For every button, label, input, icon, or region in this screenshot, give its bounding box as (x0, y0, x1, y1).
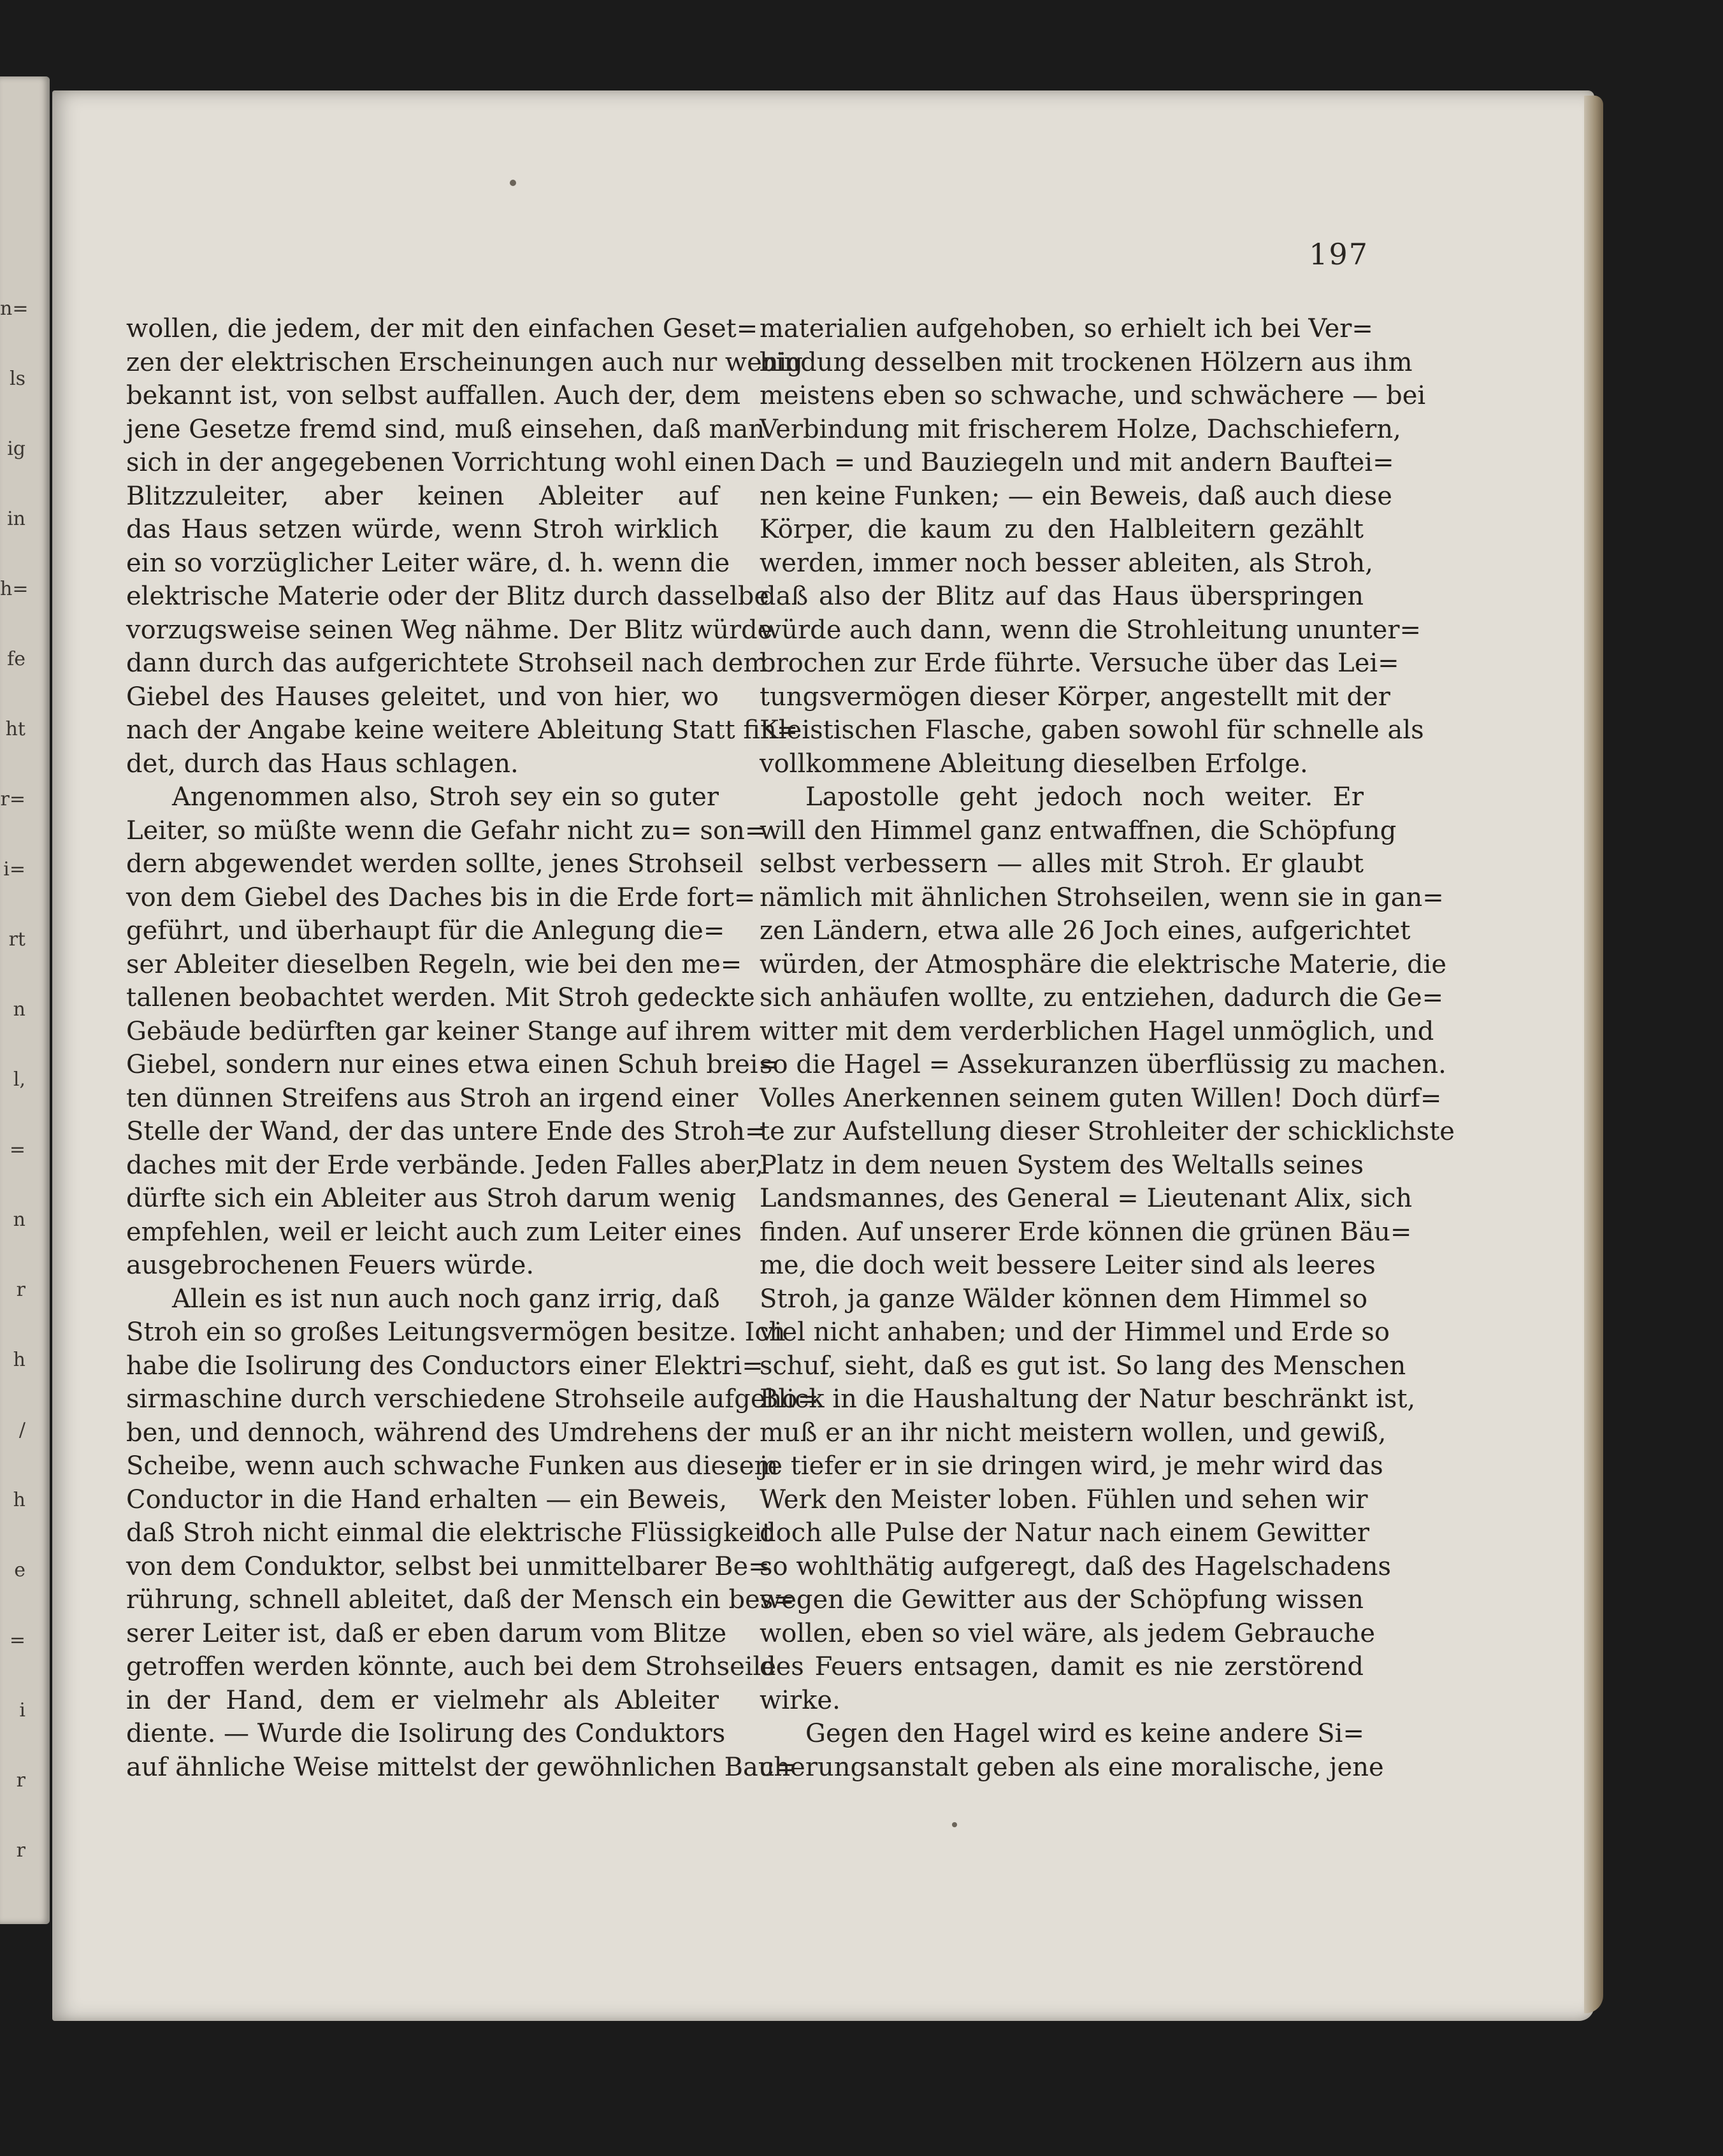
text-line: nämlich mit ähnlichen Strohseilen, wenn sie in gan= (760, 882, 1444, 912)
text-line: wegen die Gewitter aus der Schöpfung wissen (760, 1585, 1364, 1614)
text-line: Blitzzuleiter, aber keinen Ableiter auf (126, 481, 719, 511)
text-line: wollen, eben so viel wäre, als jedem Gebrauche (760, 1618, 1376, 1648)
text-line: Gebäude bedürften gar keiner Stange auf ihrem (126, 1016, 751, 1046)
text-line: dürfte sich ein Ableiter aus Stroh darum wenig (126, 1184, 737, 1213)
text-line: zen der elektrischen Erscheinungen auch nur wenig (126, 347, 803, 377)
text-line: Gegen den Hagel wird es keine andere Si= (805, 1719, 1364, 1748)
text-line: finden. Auf unserer Erde können die grünen Bäu= (760, 1217, 1412, 1247)
text-line: auf ähnliche Weise mittelst der gewöhnlichen Bau= (126, 1752, 797, 1782)
edge-fragment: ht (5, 718, 25, 740)
text-line: vorzugsweise seinen Weg nähme. Der Blitz würde (126, 615, 773, 645)
text-line: brochen zur Erde führte. Versuche über das Lei= (760, 649, 1399, 678)
text-line: je tiefer er in sie dringen wird, je mehr wird das (760, 1451, 1383, 1481)
edge-fragment: rt (8, 928, 25, 951)
text-line: ausgebrochenen Feuers würde. (126, 1251, 535, 1280)
text-line: vollkommene Ableitung dieselben Erfolge. (760, 749, 1308, 779)
edge-fragment: h= (0, 578, 29, 600)
text-line: Conductor in die Hand erhalten — ein Beweis, (126, 1484, 728, 1514)
text-line: schuf, sieht, daß es gut ist. So lang des Menschen (760, 1351, 1406, 1381)
text-line: Werk den Meister loben. Fühlen und sehen wir (760, 1484, 1368, 1514)
text-line: ben, und dennoch, während des Umdrehens der (126, 1418, 750, 1448)
edge-fragment: l, (13, 1068, 25, 1091)
edge-fragment: h (13, 1489, 25, 1511)
text-line: geführt, und überhaupt für die Anlegung die= (126, 916, 725, 945)
text-line: ten dünnen Streifens aus Stroh an irgend einer (126, 1083, 739, 1113)
text-line: jene Gesetze fremd sind, muß einsehen, daß man (126, 414, 765, 444)
text-line: Blick in die Haushaltung der Natur beschränkt ist, (760, 1384, 1416, 1414)
edge-fragment: n= (0, 298, 29, 320)
text-line: Giebel, sondern nur eines etwa einen Schuh brei= (126, 1050, 780, 1079)
text-line: materialien aufgehoben, so erhielt ich bei Ver= (760, 314, 1373, 343)
text-line: me, die doch weit bessere Leiter sind als leeres (760, 1251, 1376, 1280)
text-line: in der Hand, dem er vielmehr als Ableiter (126, 1685, 719, 1715)
text-line: Landsmannes, des General = Lieutenant Alix, sich (760, 1184, 1413, 1213)
edge-fragment: in (7, 508, 25, 530)
text-line: cherungsanstalt geben als eine moralische, jene (760, 1752, 1384, 1782)
text-line: det, durch das Haus schlagen. (126, 749, 519, 779)
text-line: wirke. (760, 1685, 840, 1715)
edge-fragment: r (16, 1769, 25, 1792)
previous-page-text-fragments (0, 274, 29, 1886)
text-line: diente. — Wurde die Isolirung des Conduktors (126, 1719, 726, 1748)
text-line: Stroh ein so großes Leitungsvermögen besitze. Ich (126, 1318, 786, 1347)
edge-fragment: / (18, 1419, 25, 1441)
paper-spot (510, 180, 516, 186)
edge-fragment: r (16, 1839, 25, 1862)
text-line: daß also der Blitz auf das Haus überspringen (760, 582, 1364, 611)
text-line: von dem Giebel des Daches bis in die Erde fort= (126, 882, 756, 912)
text-line: sirmaschine durch verschiedene Strohseile aufgeho= (126, 1384, 819, 1414)
page-stack-edge (1584, 96, 1603, 2013)
text-line: tallenen beobachtet werden. Mit Stroh gedeckte (126, 983, 755, 1012)
text-line: Volles Anerkennen seinem guten Willen! Doch dürf= (760, 1083, 1442, 1113)
text-line: würden, der Atmosphäre die elektrische Materie, die (760, 949, 1447, 979)
text-line: elektrische Materie oder der Blitz durch dasselbe (126, 582, 770, 611)
text-line: Leiter, so müßte wenn die Gefahr nicht zu= son= (126, 816, 767, 845)
text-line: Verbindung mit frischerem Holze, Dachschiefern, (760, 414, 1401, 444)
text-line: das Haus setzen würde, wenn Stroh wirklich (126, 515, 719, 544)
text-line: bindung desselben mit trockenen Hölzern aus ihm (760, 347, 1413, 377)
edge-fragment: r (16, 1279, 25, 1301)
edge-fragment: e (14, 1559, 25, 1581)
text-line: so wohlthätig aufgeregt, daß des Hagelschadens (760, 1551, 1391, 1581)
page-number: 197 (1309, 237, 1369, 271)
edge-fragment: ig (7, 438, 25, 460)
text-line: serer Leiter ist, daß er eben darum vom Blitze (126, 1618, 727, 1648)
text-line: zen Ländern, etwa alle 26 Joch eines, aufgerichtet (760, 916, 1411, 945)
text-line: rührung, schnell ableitet, daß der Mensch ein bes= (126, 1585, 795, 1614)
text-line: Scheibe, wenn auch schwache Funken aus diesem (126, 1451, 779, 1481)
text-line: meistens eben so schwache, und schwächere — bei (760, 381, 1426, 410)
edge-fragment: i (19, 1699, 25, 1721)
text-line: Giebel des Hauses geleitet, und von hier, wo (126, 682, 719, 712)
text-line: sich in der angegebenen Vorrichtung wohl einen (126, 448, 756, 477)
text-line: Stroh, ja ganze Wälder können dem Himmel so (760, 1284, 1368, 1314)
edge-fragment: i= (3, 858, 25, 880)
text-line: Lapostolle geht jedoch noch weiter. Er (805, 782, 1364, 812)
text-line: getroffen werden könnte, auch bei dem Strohseile (126, 1652, 777, 1681)
edge-fragment: n (13, 1209, 25, 1231)
text-line: des Feuers entsagen, damit es nie zerstörend (760, 1652, 1364, 1681)
text-line: Platz in dem neuen System des Weltalls seines (760, 1150, 1364, 1180)
text-line: Stelle der Wand, der das untere Ende des Stroh= (126, 1117, 767, 1146)
text-line: te zur Aufstellung dieser Strohleiter der schicklichste (760, 1117, 1455, 1146)
text-line: Körper, die kaum zu den Halbleitern gezählt (760, 515, 1364, 544)
text-line: Kleistischen Flasche, gaben sowohl für schnelle als (760, 715, 1424, 745)
text-line: will den Himmel ganz entwaffnen, die Schöpfung (760, 816, 1397, 845)
edge-fragment: = (9, 1139, 25, 1161)
edge-fragment: ls (10, 368, 25, 390)
text-line: von dem Conduktor, selbst bei unmittelbarer Be= (126, 1551, 770, 1581)
edge-fragment: r= (0, 788, 25, 810)
text-line: ein so vorzüglicher Leiter wäre, d. h. wenn die (126, 548, 730, 578)
text-line: werden, immer noch besser ableiten, als Stroh, (760, 548, 1373, 578)
text-line: bekannt ist, von selbst auffallen. Auch der, dem (126, 381, 741, 410)
text-line: doch alle Pulse der Natur nach einem Gewitter (760, 1518, 1370, 1548)
text-line: nen keine Funken; — ein Beweis, daß auch diese (760, 481, 1392, 511)
text-line: viel nicht anhaben; und der Himmel und Erde so (760, 1318, 1390, 1347)
text-line: dann durch das aufgerichtete Strohseil nach dem (126, 649, 768, 678)
text-line: so die Hagel = Assekuranzen überflüssig zu machen. (760, 1050, 1446, 1079)
text-line: muß er an ihr nicht meistern wollen, und gewiß, (760, 1418, 1387, 1448)
edge-fragment: fe (7, 648, 25, 670)
text-line: daß Stroh nicht einmal die elektrische Flüssigkeit (126, 1518, 772, 1548)
text-line: ser Ableiter dieselben Regeln, wie bei den me= (126, 949, 742, 979)
edge-fragment: = (9, 1629, 25, 1651)
text-line: habe die Isolirung des Conductors einer Elektri= (126, 1351, 763, 1381)
edge-fragment: h (13, 1349, 25, 1371)
text-line: witter mit dem verderblichen Hagel unmöglich, und (760, 1016, 1434, 1046)
text-line: Angenommen also, Stroh sey ein so guter (172, 782, 719, 812)
text-line: wollen, die jedem, der mit den einfachen Geset= (126, 314, 758, 343)
text-line: daches mit der Erde verbände. Jeden Falles aber, (126, 1150, 764, 1180)
text-line: würde auch dann, wenn die Strohleitung ununter= (760, 615, 1421, 645)
text-line: Dach = und Bauziegeln und mit andern Bauftei= (760, 448, 1394, 477)
text-line: sich anhäufen wollte, zu entziehen, dadurch die Ge= (760, 983, 1444, 1012)
text-line: Allein es ist nun auch noch ganz irrig, daß (172, 1284, 720, 1314)
text-line: nach der Angabe keine weitere Ableitung Statt fin= (126, 715, 798, 745)
text-line: dern abgewendet werden sollte, jenes Strohseil (126, 849, 744, 879)
text-column-right (760, 312, 1455, 1784)
paper-spot (952, 1822, 957, 1827)
text-line: empfehlen, weil er leicht auch zum Leiter eines (126, 1217, 742, 1247)
edge-fragment: n (13, 998, 25, 1021)
text-line: selbst verbessern — alles mit Stroh. Er glaubt (760, 849, 1364, 879)
text-line: tungsvermögen dieser Körper, angestellt mit der (760, 682, 1390, 712)
